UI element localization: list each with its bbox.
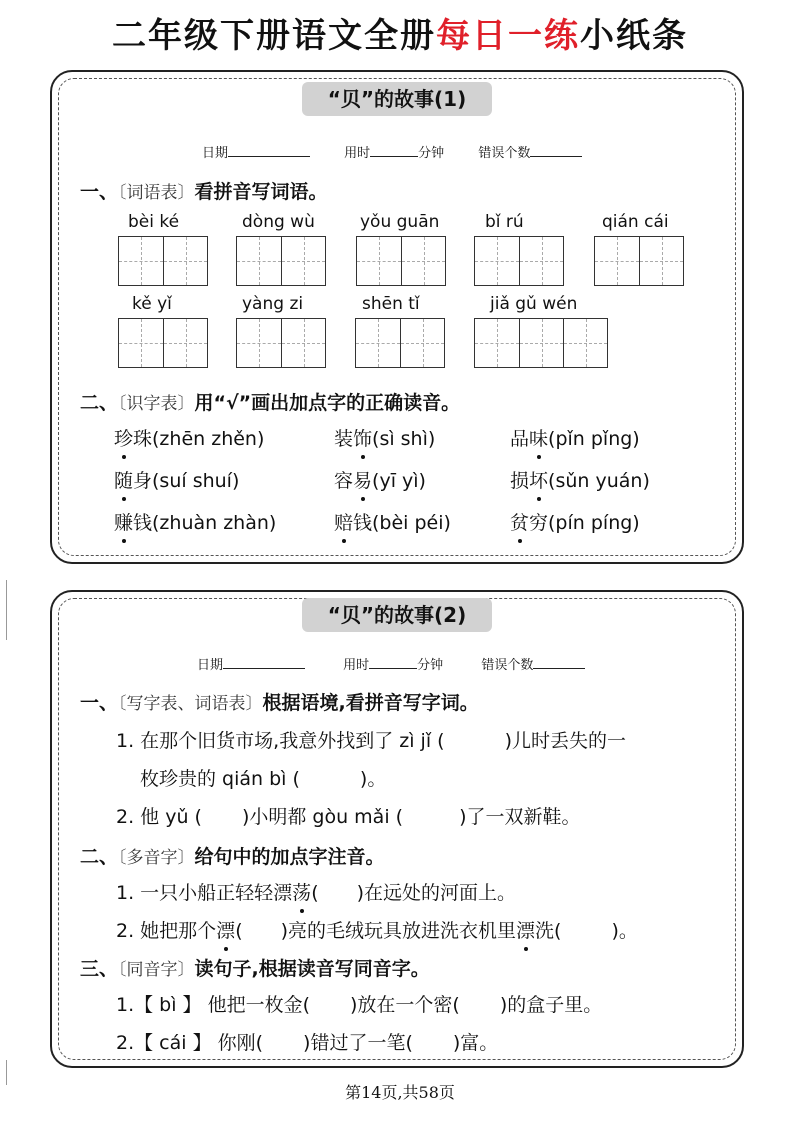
pinyin-label: yǒu guān bbox=[360, 212, 440, 232]
reading-item[interactable]: 装饰(sì shì) bbox=[334, 424, 435, 451]
question-line: 枚珍贵的 qián bì ( )。 bbox=[140, 768, 387, 790]
meta-row: 日期 用时 分钟 错误个数 bbox=[197, 654, 585, 673]
question-line: 2.【 cái 】 你刚( )错过了一笔( )富。 bbox=[116, 1032, 499, 1054]
time-blank[interactable] bbox=[370, 144, 418, 157]
date-blank[interactable] bbox=[228, 144, 310, 157]
question-line: 1. 在那个旧货市场,我意外找到了 zì jǐ ( )儿时丢失的一 bbox=[116, 730, 626, 752]
reading-item[interactable]: 贫穷(pín píng) bbox=[510, 508, 640, 535]
pinyin-label: qián cái bbox=[602, 212, 669, 232]
scan-edge bbox=[6, 580, 7, 640]
reading-item[interactable]: 容易(yī yì) bbox=[334, 466, 426, 493]
pinyin-label: yàng zi bbox=[242, 294, 304, 314]
writing-grid[interactable] bbox=[474, 318, 608, 368]
reading-item[interactable]: 珍珠(zhēn zhěn) bbox=[114, 424, 264, 451]
reading-item[interactable]: 品味(pǐn pǐng) bbox=[510, 424, 640, 451]
reading-item[interactable]: 赔钱(bèi péi) bbox=[334, 508, 451, 535]
writing-grid[interactable] bbox=[118, 236, 208, 286]
question-line: 2. 她把那个漂( )亮的毛绒玩具放进洗衣机里漂洗( )。 bbox=[116, 916, 638, 943]
errors-blank[interactable] bbox=[533, 656, 585, 669]
section-heading: 一、〔写字表、词语表〕根据语境,看拼音写字词。 bbox=[80, 692, 479, 714]
pinyin-label: kě yǐ bbox=[132, 294, 172, 314]
page-number: 第14页,共58页 bbox=[345, 1083, 455, 1102]
pinyin-label: bèi ké bbox=[128, 212, 180, 232]
reading-item[interactable]: 随身(suí shuí) bbox=[114, 466, 239, 493]
question-line: 1. 一只小船正轻轻漂荡( )在远处的河面上。 bbox=[116, 878, 516, 905]
card-title: “贝”的故事(1) bbox=[302, 82, 492, 116]
worksheet-card-2 bbox=[50, 590, 744, 1068]
writing-grid[interactable] bbox=[594, 236, 684, 286]
writing-grid[interactable] bbox=[236, 318, 326, 368]
writing-grid[interactable] bbox=[474, 236, 564, 286]
question-line: 2. 他 yǔ ( )小明都 gòu mǎi ( )了一双新鞋。 bbox=[116, 806, 581, 828]
section-heading: 二、〔识字表〕用“√”画出加点字的正确读音。 bbox=[80, 392, 461, 414]
date-blank[interactable] bbox=[223, 656, 305, 669]
worksheet-card-1 bbox=[50, 70, 744, 564]
section-heading: 二、〔多音字〕给句中的加点字注音。 bbox=[80, 846, 385, 868]
writing-grid[interactable] bbox=[355, 318, 445, 368]
pinyin-label: jiǎ gǔ wén bbox=[490, 294, 578, 314]
section-heading: 三、〔同音字〕读句子,根据读音写同音字。 bbox=[80, 958, 430, 980]
writing-grid[interactable] bbox=[118, 318, 208, 368]
pinyin-label: shēn tǐ bbox=[362, 294, 420, 314]
pinyin-label: dòng wù bbox=[242, 212, 315, 232]
meta-row: 日期 用时 分钟 错误个数 bbox=[202, 142, 582, 161]
card-title: “贝”的故事(2) bbox=[302, 598, 492, 632]
section-heading: 一、〔词语表〕看拼音写词语。 bbox=[80, 181, 328, 203]
page-title: 二年级下册语文全册每日一练小纸条 bbox=[112, 16, 688, 56]
writing-grid[interactable] bbox=[356, 236, 446, 286]
errors-blank[interactable] bbox=[530, 144, 582, 157]
writing-grid[interactable] bbox=[236, 236, 326, 286]
pinyin-label: bǐ rú bbox=[485, 212, 524, 232]
reading-item[interactable]: 赚钱(zhuàn zhàn) bbox=[114, 508, 276, 535]
reading-item[interactable]: 损坏(sǔn yuán) bbox=[510, 466, 650, 493]
time-blank[interactable] bbox=[369, 656, 417, 669]
question-line: 1.【 bì 】 他把一枚金( )放在一个密( )的盒子里。 bbox=[116, 994, 603, 1016]
